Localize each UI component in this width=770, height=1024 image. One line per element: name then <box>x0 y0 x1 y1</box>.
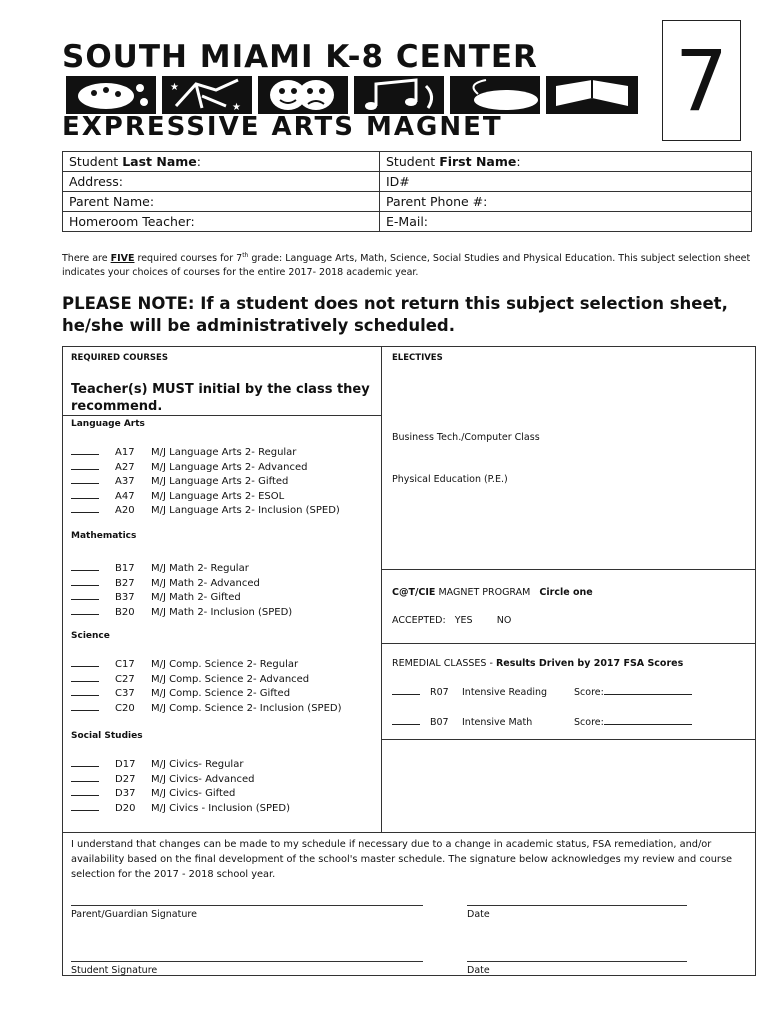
electives-column <box>382 347 755 832</box>
elective-business-tech: Business Tech./Computer Class <box>392 432 540 443</box>
acknowledgement-section <box>63 832 755 977</box>
student-last-name-field[interactable]: Student Last Name: <box>63 152 380 172</box>
initial-blank[interactable] <box>71 801 99 811</box>
course-code: A47 <box>115 490 135 502</box>
course-code: A27 <box>115 461 135 473</box>
address-field[interactable]: Address: <box>63 172 380 192</box>
course-name: M/J Math 2- Advanced <box>151 577 260 589</box>
school-name: SOUTH MIAMI K-8 CENTER <box>62 39 538 75</box>
course-code: C17 <box>115 659 135 670</box>
course-code: B17 <box>115 563 135 574</box>
course-row[interactable] <box>71 657 298 671</box>
parent-signature-line[interactable] <box>71 905 423 906</box>
initial-blank[interactable] <box>71 701 99 711</box>
course-name: M/J Language Arts 2- ESOL <box>151 490 285 502</box>
course-name: M/J Comp. Science 2- Advanced <box>151 673 310 685</box>
yes-option[interactable]: YES <box>454 615 473 626</box>
initial-blank[interactable] <box>71 561 99 571</box>
divider <box>382 643 755 644</box>
course-name: M/J Language Arts 2- Advanced <box>151 461 308 473</box>
course-code: C20 <box>115 702 135 714</box>
teacher-initial-note: Teacher(s) MUST initial by the class they recommend. <box>71 382 370 414</box>
initial-blank[interactable] <box>71 686 99 696</box>
section-title: Social Studies <box>71 731 143 741</box>
initial-blank[interactable] <box>71 590 99 600</box>
initial-blank[interactable] <box>71 605 99 615</box>
initial-blank[interactable] <box>71 672 99 682</box>
svg-text:★: ★ <box>232 102 241 113</box>
course-row[interactable] <box>71 757 243 771</box>
email-field[interactable]: E-Mail: <box>380 212 752 232</box>
initial-blank[interactable] <box>71 657 99 667</box>
initial-blank[interactable] <box>71 786 99 796</box>
parent-phone-field[interactable]: Parent Phone #: <box>380 192 752 212</box>
initial-blank[interactable] <box>71 757 99 767</box>
please-note: PLEASE NOTE: If a student does not return this subject selection sheet, he/she will be administratively scheduled. <box>62 294 728 335</box>
initial-blank[interactable] <box>71 460 99 470</box>
course-code: B37 <box>115 592 135 603</box>
course-code: A37 <box>115 476 135 487</box>
parent-signature-label: Parent/Guardian Signature <box>71 909 197 920</box>
course-name: M/J Math 2- Gifted <box>151 592 241 603</box>
course-row[interactable] <box>71 561 249 575</box>
course-selection-table <box>62 346 756 976</box>
parent-date-line[interactable] <box>467 905 687 906</box>
section-title: Science <box>71 631 110 641</box>
student-signature-label: Student Signature <box>71 965 158 976</box>
course-row[interactable] <box>71 474 288 488</box>
course-name: M/J Language Arts 2- Regular <box>151 447 297 458</box>
remedial-classes-label: REMEDIAL CLASSES - Results Driven by 2017 FSA Scores <box>392 658 684 669</box>
initial-blank[interactable] <box>71 474 99 484</box>
course-row[interactable] <box>71 489 284 503</box>
magnet-program-label: C@T/CIE MAGNET PROGRAM Circle one <box>392 587 593 598</box>
divider <box>63 415 382 416</box>
course-code: A17 <box>115 447 135 458</box>
homeroom-teacher-field[interactable]: Homeroom Teacher: <box>63 212 380 232</box>
svg-text:★: ★ <box>170 82 179 93</box>
required-courses-column <box>63 347 382 832</box>
parent-date-label: Date <box>467 909 490 920</box>
divider <box>382 569 755 570</box>
divider <box>382 739 755 740</box>
electives-header: ELECTIVES <box>392 353 443 363</box>
course-code: D27 <box>115 773 136 785</box>
student-date-label: Date <box>467 965 490 976</box>
course-code: A20 <box>115 505 135 516</box>
student-signature-line[interactable] <box>71 961 423 962</box>
elective-physical-education: Physical Education (P.E.) <box>392 474 508 485</box>
course-code: C37 <box>115 688 135 699</box>
student-date-line[interactable] <box>467 961 687 962</box>
course-name: M/J Language Arts 2- Gifted <box>151 476 289 487</box>
course-name: M/J Math 2- Regular <box>151 563 249 574</box>
initial-blank[interactable] <box>71 445 99 455</box>
grade-box: 7 <box>662 20 741 141</box>
acknowledgement-text: I understand that changes can be made to my schedule if necessary due to a change in academic status, FSA remediation, and/or availability based on the final development of the school's master schedule. The signature below acknowledges my review and course selection for the 2017 - 2018 school year. <box>71 839 733 880</box>
initial-blank[interactable] <box>71 772 99 782</box>
section-title: Language Arts <box>71 419 145 429</box>
course-name: M/J Civics - Inclusion (SPED) <box>151 802 290 814</box>
course-row[interactable] <box>71 772 254 786</box>
course-row[interactable] <box>71 801 290 815</box>
course-code: B20 <box>115 606 135 618</box>
student-first-name-field[interactable]: Student First Name: <box>380 152 752 172</box>
course-name: M/J Comp. Science 2- Inclusion (SPED) <box>151 702 342 714</box>
course-code: C27 <box>115 673 135 685</box>
course-row[interactable] <box>71 672 309 686</box>
required-courses-header: REQUIRED COURSES <box>71 353 168 363</box>
course-row[interactable] <box>71 445 296 459</box>
course-row[interactable] <box>71 576 260 590</box>
course-row[interactable] <box>71 503 340 517</box>
no-option[interactable]: NO <box>496 615 512 626</box>
remedial-math-row[interactable]: B07 Intensive Math Score: <box>392 715 692 728</box>
course-name: M/J Math 2- Inclusion (SPED) <box>151 606 293 618</box>
course-row[interactable] <box>71 590 241 604</box>
course-row[interactable] <box>71 686 290 700</box>
course-name: M/J Civics- Regular <box>151 759 244 770</box>
course-code: D17 <box>115 759 136 770</box>
id-field[interactable]: ID# <box>380 172 752 192</box>
course-row[interactable] <box>71 786 235 800</box>
student-info-table <box>62 151 752 232</box>
course-code: B27 <box>115 577 135 589</box>
school-header <box>62 40 642 144</box>
parent-name-field[interactable]: Parent Name: <box>63 192 380 212</box>
course-code: D20 <box>115 802 136 814</box>
course-row[interactable] <box>71 701 342 715</box>
course-row[interactable] <box>71 605 292 619</box>
course-name: M/J Civics- Gifted <box>151 788 236 799</box>
initial-blank[interactable] <box>71 503 99 513</box>
course-name: M/J Language Arts 2- Inclusion (SPED) <box>151 505 340 516</box>
initial-blank[interactable] <box>71 576 99 586</box>
intro-paragraph: There are FIVE required courses for 7th grade: Language Arts, Math, Science, Social Studies and Physical Education. This subject selection sheet indicates your choices of courses for the entire 2017- 2018 academic year. <box>62 252 751 279</box>
section-title: Mathematics <box>71 531 137 541</box>
course-name: M/J Comp. Science 2- Gifted <box>151 688 291 699</box>
course-name: M/J Civics- Advanced <box>151 773 255 785</box>
initial-blank[interactable] <box>71 489 99 499</box>
accepted-row: ACCEPTED: YES NO <box>392 615 512 626</box>
arts-banner-illustration <box>66 76 638 114</box>
course-name: M/J Comp. Science 2- Regular <box>151 659 299 670</box>
program-name: EXPRESSIVE ARTS MAGNET <box>62 112 503 142</box>
course-code: D37 <box>115 788 136 799</box>
remedial-reading-row[interactable]: R07 Intensive Reading Score: <box>392 685 692 698</box>
course-row[interactable] <box>71 460 307 474</box>
